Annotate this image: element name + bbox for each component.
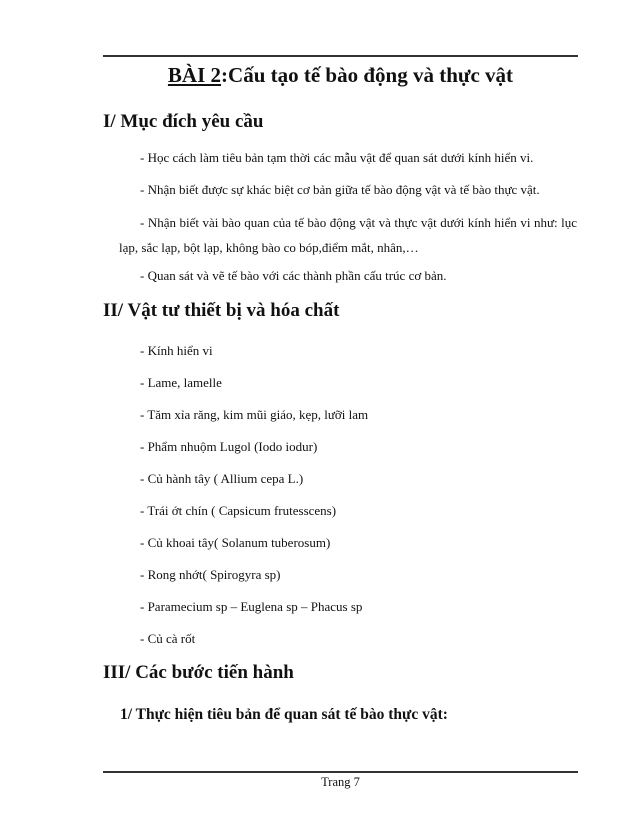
section-heading-procedure: III/ Các bước tiến hành (103, 662, 294, 683)
material-item: - Tăm xỉa răng, kim mũi giáo, kẹp, lưỡi lam (140, 407, 369, 422)
purpose-item-paragraph: - Nhận biết vài bào quan của tế bào động vật và thực vật dưới kính hiển vi như: lục lạp, sắc lạp, bột lạp, không bào co bóp,điểm mắt, nhân,… (119, 215, 577, 255)
material-item: - Kính hiển vi (140, 343, 213, 358)
material-item: - Củ khoai tây( Solanum tuberosum) (140, 535, 331, 550)
procedure-subheading: 1/ Thực hiện tiêu bản để quan sát tế bào thực vật: (120, 706, 448, 723)
material-item: - Trái ớt chín ( Capsicum frutesscens) (140, 503, 337, 518)
section-heading-purpose: I/ Mục đích yêu cầu (103, 111, 264, 132)
material-item: - Lame, lamelle (140, 375, 222, 390)
header-rule (103, 55, 578, 57)
material-item: - Phẩm nhuộm Lugol (Iodo iodur) (140, 439, 318, 454)
material-item: - Paramecium sp – Euglena sp – Phacus sp (140, 599, 363, 614)
lesson-number: BÀI 2 (167, 63, 222, 87)
purpose-item: - Nhận biết được sự khác biệt cơ bản giữa tế bào động vật và tế bào thực vật. (140, 182, 540, 197)
material-item: - Củ cà rốt (140, 631, 196, 646)
material-item: - Củ hành tây ( Allium cepa L.) (140, 471, 304, 486)
purpose-item: - Quan sát và vẽ tế bào với các thành phần cấu trúc cơ bản. (140, 268, 447, 283)
purpose-item: - Học cách làm tiêu bản tạm thời các mẫu vật để quan sát dưới kính hiển vi. (140, 150, 534, 165)
lesson-title: :Cấu tạo tế bào động và thực vật (221, 63, 514, 87)
material-item: - Rong nhớt( Spirogyra sp) (140, 567, 281, 582)
page-title (103, 63, 578, 88)
footer-rule (103, 771, 578, 773)
section-heading-materials: II/ Vật tư thiết bị và hóa chất (103, 300, 340, 321)
page-number: Trang 7 (321, 775, 360, 789)
